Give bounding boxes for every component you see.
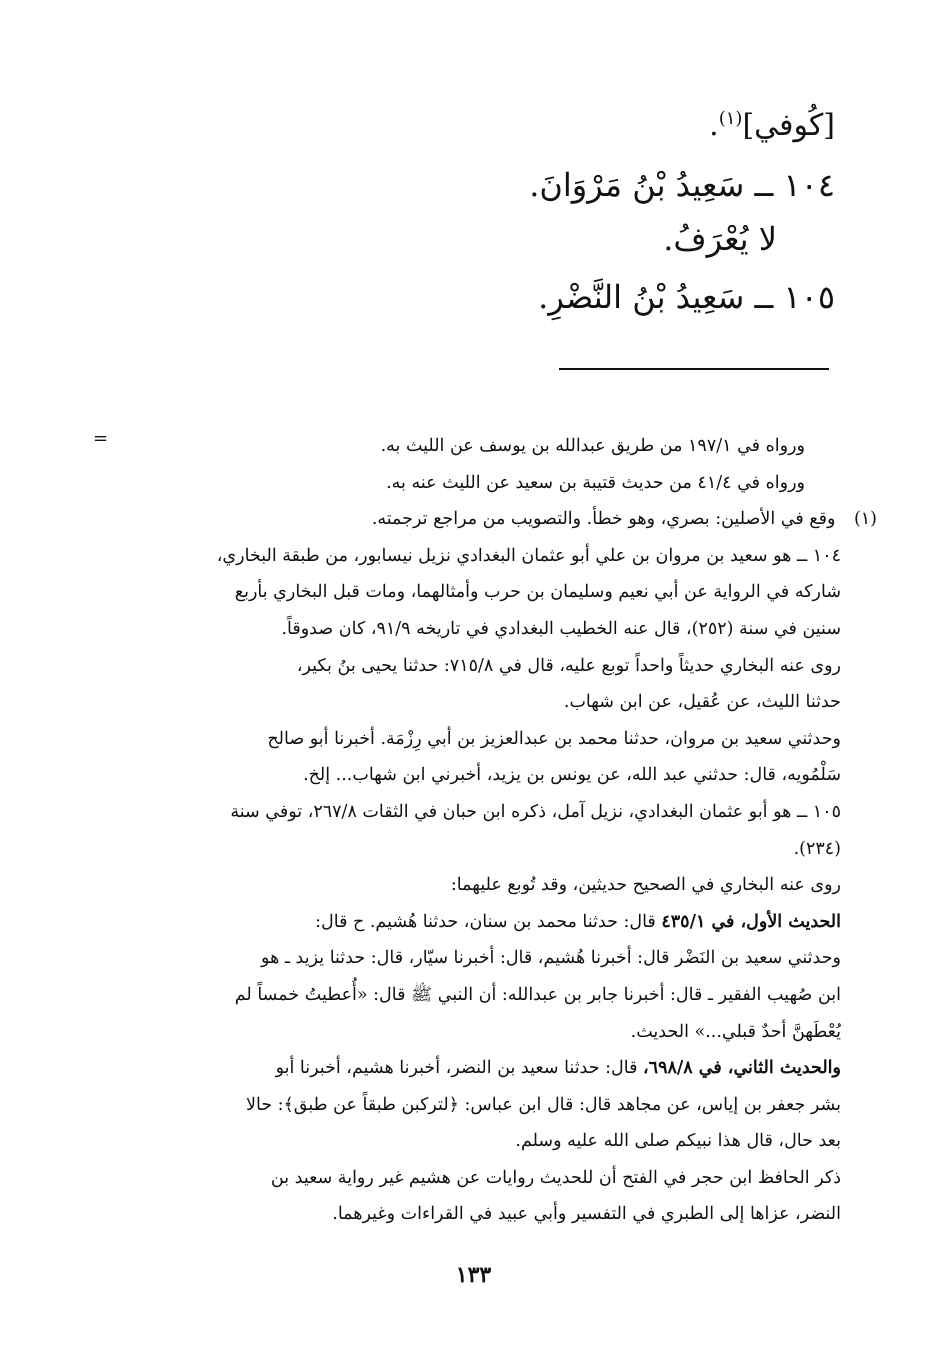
footnote-line: شاركه في الرواية عن أبي نعيم وسليمان بن حرب وأمثالهما، ومات قبل البخاري بأربع [234,582,841,603]
kufi-text: [كُوفي] [742,108,835,143]
footnote-line: وحدثني سعيد بن النَضْر قال: أخبرنا هُشيم، قال: أخبرنا سيّار، قال: حدثنا يزيد ـ هو [261,948,841,969]
hadith-1-text: قال: حدثنا محمد بن سنان، حدثنا هُشيم. ح قال: [315,911,656,932]
entry-105-title: ١٠٥ ــ سَعِيدُ بْنُ النَّضْرِ. [538,278,835,316]
footnote-1 [103,501,877,538]
continuation-mark: = [93,428,109,449]
note-105-marker: ١٠٥ ــ [796,801,841,822]
footnote-line: وحدثني سعيد بن مروان، حدثنا محمد بن عبدالعزيز بن أبي رِزْمَة. أخبرنا أبو صالح [267,728,841,749]
footnote-line: روى عنه البخاري حديثاً واحداً توبع عليه، قال في ٧١٥/٨: حدثنا يحيى بنُ بكير، [296,655,841,676]
hadith-1 [103,904,841,941]
footnote-line: ورواه في ٤١/٤ من حديث قتيبة بن سعيد عن الليث عنه به. [386,472,805,493]
footnote-line: سنين في سنة (٢٥٢)، قال عنه الخطيب البغدادي في تاريخه ٩١/٩، كان صدوقاً. [281,618,841,639]
footnote-line: حدثنا الليث، عن عُقيل، عن ابن شهاب. [563,692,841,713]
footnote-1-text: وقع في الأصلين: بصري، وهو خطأ. والتصويب من مراجع ترجمته. [371,509,836,530]
entry-104-status: لا يُعْرَفُ. [663,220,777,258]
footnote-line: بشر جعفر بن إياس، عن مجاهد قال: قال ابن عباس: ﴿لتركبن طبقاً عن طبق﴾: حالا [245,1094,841,1115]
footnote-line: يُعْطَهنَّ أحدٌ قبلي...» الحديث. [630,1021,841,1042]
footnotes [103,428,877,1233]
footnote-line: بعد حال، قال هذا نبيكم صلى الله عليه وسلم. [515,1131,841,1152]
hadith-2 [103,1050,841,1087]
footnote-separator [559,368,829,370]
footnote-line: روى عنه البخاري في الصحيح حديثين، وقد تُوبع عليهما: [450,875,841,896]
hadith-2-heading: والحديث الثاني، في ٦٩٨/٨، [643,1058,841,1079]
hadith-2-text: قال: حدثنا سعيد بن النضر، أخبرنا هشيم، أخبرنا أبو [275,1058,638,1079]
page-number: ١٣٣ [455,1262,492,1288]
note-104-text: هو سعيد بن مروان بن علي أبو عثمان البغدادي نزيل نيسابور، من طبقة البخاري، [216,545,792,566]
entry-104-title: ١٠٤ ــ سَعِيدُ بْنُ مَرْوَانَ. [529,166,835,204]
note-104-marker: ١٠٤ ــ [796,545,841,566]
note-105-text: هو أبو عثمان البغدادي، نزيل آمل، ذكره ابن حبان في الثقات ٢٦٧/٨، توفي سنة [230,801,792,822]
footnote-line: ورواه في ١٩٧/١ من طريق عبدالله بن يوسف عن الليث به. [380,436,805,456]
note-105 [103,794,841,831]
footnote-line: سَلْمُويه، قال: حدثني عبد الله، عن يونس بن يزيد، أخبرني ابن شهاب... إلخ. [303,765,841,786]
footnote-line: ابن صُهيب الفقير ـ قال: أخبرنا جابر بن عبدالله: أن النبي ﷺ قال: «أُعطيتُ خمساً لم [234,984,841,1005]
main-line-kufi [709,108,835,143]
footnote-line: (٢٣٤). [793,838,841,859]
footnote-ref-1: (١) [718,108,743,129]
hadith-1-heading: الحديث الأول، في ٤٣٥/١ [661,911,841,932]
footnote-line: النضر، عزاها إلى الطبري في التفسير وأبي عبيد في القراءات وغيرهما. [332,1204,841,1225]
footnote-line: ذكر الحافظ ابن حجر في الفتح أن للحديث روايات عن هشيم غير رواية سعيد بن [270,1167,841,1188]
kufi-period: . [709,108,719,143]
note-104 [103,538,841,575]
footnote-1-marker: (١) [853,509,877,530]
